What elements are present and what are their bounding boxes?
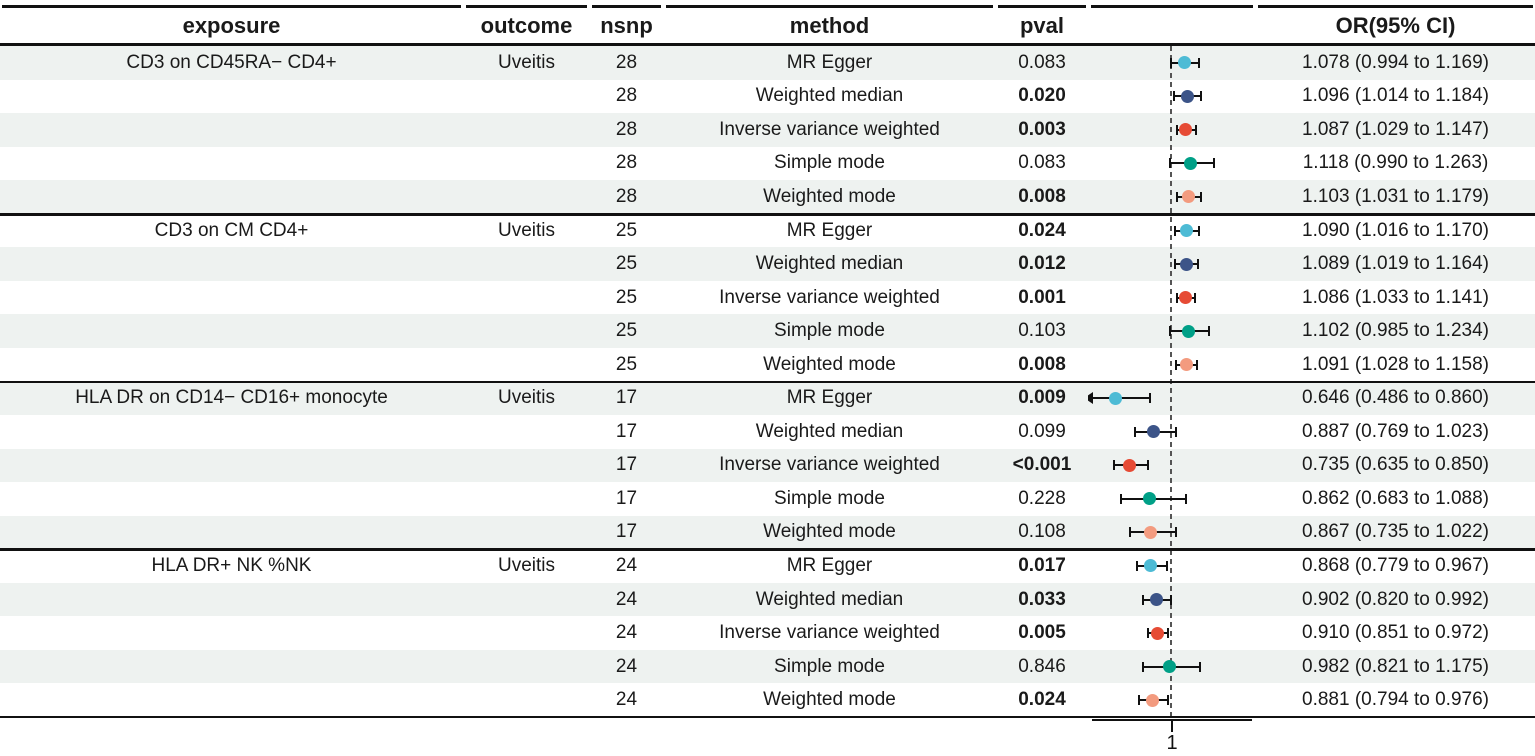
ci-cap-low — [1142, 662, 1144, 672]
ci-plot-cell — [1088, 80, 1256, 114]
nsnp-cell: 28 — [615, 185, 638, 207]
pval-cell: 0.024 — [1018, 219, 1066, 241]
ci-cap-low — [1176, 125, 1178, 135]
ci-plot-cell — [1088, 113, 1256, 147]
or-ci-cell: 1.087 (1.029 to 1.147) — [1302, 118, 1489, 140]
or-ci-cell: 0.881 (0.794 to 0.976) — [1302, 689, 1489, 711]
bottom-rule — [0, 716, 1535, 718]
ci-plot-cell — [1088, 247, 1256, 281]
ci-cap-low — [1174, 259, 1176, 269]
or-point-marker — [1123, 459, 1136, 472]
pval-cell: 0.083 — [1018, 152, 1066, 174]
ci-cap-high — [1194, 293, 1196, 303]
or-point-marker — [1150, 593, 1163, 606]
or-ci-cell: 1.096 (1.014 to 1.184) — [1302, 85, 1489, 107]
pval-cell: 0.008 — [1018, 185, 1066, 207]
ci-cap-high — [1199, 662, 1201, 672]
ci-cap-low — [1113, 460, 1115, 470]
ci-cap-low — [1169, 158, 1171, 168]
method-cell: Weighted mode — [763, 689, 896, 711]
ci-plot-cell — [1088, 482, 1256, 516]
nsnp-cell: 17 — [615, 454, 638, 476]
pval-cell: 0.108 — [1018, 521, 1066, 543]
method-cell: Weighted mode — [763, 185, 896, 207]
nsnp-cell: 28 — [615, 85, 638, 107]
or-point-marker — [1109, 392, 1122, 405]
table-row — [0, 348, 1535, 382]
or-point-marker — [1178, 56, 1191, 69]
ci-plot-cell — [1088, 683, 1256, 717]
ci-plot-cell — [1088, 516, 1256, 550]
ci-cap-low — [1169, 326, 1171, 336]
nsnp-cell: 24 — [615, 588, 638, 610]
outcome-cell: Uveitis — [497, 554, 555, 576]
ci-plot-cell — [1088, 180, 1256, 214]
ci-cap-high — [1185, 494, 1187, 504]
or-ci-cell: 0.867 (0.735 to 1.022) — [1302, 521, 1489, 543]
or-ci-cell: 0.982 (0.821 to 1.175) — [1302, 655, 1489, 677]
ci-cap-low — [1176, 293, 1178, 303]
or-ci-cell: 1.089 (1.019 to 1.164) — [1302, 253, 1489, 275]
or-point-marker — [1182, 325, 1195, 338]
or-point-marker — [1180, 258, 1193, 271]
ci-cap-low — [1129, 527, 1131, 537]
table-row — [0, 247, 1535, 281]
ci-plot-cell — [1088, 449, 1256, 483]
ci-plot-cell — [1088, 381, 1256, 415]
group-separator-3 — [0, 548, 1535, 551]
ci-cap-low — [1170, 58, 1172, 68]
ci-cap-high — [1197, 259, 1199, 269]
ci-cap-high — [1200, 192, 1202, 202]
nsnp-cell: 25 — [615, 219, 638, 241]
table-row — [0, 449, 1535, 483]
ci-clip-arrow-icon — [1088, 392, 1093, 404]
or-point-marker — [1181, 90, 1194, 103]
table-header — [0, 8, 1535, 46]
or-point-marker — [1147, 425, 1160, 438]
nsnp-cell: 24 — [615, 689, 638, 711]
ci-plot-cell — [1088, 348, 1256, 382]
ci-plot-cell — [1088, 650, 1256, 684]
method-cell: Weighted median — [755, 420, 904, 442]
or-point-marker — [1163, 660, 1176, 673]
method-cell: Simple mode — [774, 152, 885, 174]
pval-cell: 0.005 — [1018, 622, 1066, 644]
or-point-marker — [1151, 627, 1164, 640]
or-point-marker — [1184, 157, 1197, 170]
ci-cap-high — [1195, 125, 1197, 135]
or-ci-cell: 1.103 (1.031 to 1.179) — [1302, 185, 1489, 207]
pval-cell: 0.103 — [1018, 320, 1066, 342]
ci-cap-high — [1196, 360, 1198, 370]
outcome-cell: Uveitis — [497, 219, 555, 241]
ci-cap-high — [1170, 595, 1172, 605]
exposure-cell: HLA DR+ NK %NK — [151, 554, 312, 576]
pval-cell: 0.099 — [1018, 420, 1066, 442]
table-row — [0, 583, 1535, 617]
ci-plot-cell — [1088, 549, 1256, 583]
ci-cap-high — [1147, 460, 1149, 470]
nsnp-cell: 24 — [615, 622, 638, 644]
method-cell: Weighted median — [755, 253, 904, 275]
ci-cap-high — [1149, 393, 1151, 403]
pval-cell: 0.001 — [1018, 286, 1066, 308]
ci-cap-low — [1134, 427, 1136, 437]
exposure-cell: CD3 on CM CD4+ — [154, 219, 309, 241]
or-point-marker — [1182, 190, 1195, 203]
method-cell: MR Egger — [786, 387, 873, 409]
or-ci-cell: 1.102 (0.985 to 1.234) — [1302, 320, 1489, 342]
ci-cap-low — [1120, 494, 1122, 504]
nsnp-cell: 17 — [615, 387, 638, 409]
x-axis-tick — [1171, 721, 1173, 732]
ci-cap-high — [1175, 427, 1177, 437]
table-row — [0, 80, 1535, 114]
ci-cap-high — [1198, 58, 1200, 68]
nsnp-cell: 24 — [615, 554, 638, 576]
header-plot-spacer — [1088, 8, 1256, 43]
nsnp-cell: 24 — [615, 655, 638, 677]
ci-cap-high — [1213, 158, 1215, 168]
ci-cap-low — [1174, 226, 1176, 236]
or-point-marker — [1144, 559, 1157, 572]
outcome-cell: Uveitis — [497, 387, 555, 409]
or-ci-cell: 0.646 (0.486 to 0.860) — [1302, 387, 1489, 409]
or-ci-cell: 1.086 (1.033 to 1.141) — [1302, 286, 1489, 308]
group-separator-2 — [0, 381, 1535, 384]
outcome-cell: Uveitis — [497, 51, 555, 73]
nsnp-cell: 17 — [615, 487, 638, 509]
pval-cell: 0.009 — [1018, 387, 1066, 409]
pval-cell: 0.024 — [1018, 689, 1066, 711]
pval-cell: 0.033 — [1018, 588, 1066, 610]
or-point-marker — [1144, 526, 1157, 539]
exposure-cell: CD3 on CD45RA− CD4+ — [126, 51, 337, 73]
method-cell: MR Egger — [786, 219, 873, 241]
ci-cap-low — [1138, 695, 1140, 705]
or-point-marker — [1179, 291, 1192, 304]
method-cell: Inverse variance weighted — [719, 622, 940, 644]
table-row — [0, 180, 1535, 214]
table-row — [0, 46, 1535, 80]
nsnp-cell: 28 — [615, 51, 638, 73]
table-row — [0, 650, 1535, 684]
pval-cell: 0.846 — [1018, 655, 1066, 677]
ci-cap-high — [1167, 628, 1169, 638]
pval-cell: <0.001 — [1012, 454, 1072, 476]
pval-cell: 0.228 — [1018, 487, 1066, 509]
method-cell: MR Egger — [786, 51, 873, 73]
ci-cap-high — [1166, 561, 1168, 571]
or-ci-cell: 1.078 (0.994 to 1.169) — [1302, 51, 1489, 73]
ci-cap-high — [1167, 695, 1169, 705]
method-cell: Weighted mode — [763, 353, 896, 375]
exposure-cell: HLA DR on CD14− CD16+ monocyte — [75, 387, 388, 409]
x-axis-tick-label: 1 — [1166, 732, 1178, 754]
method-cell: Inverse variance weighted — [719, 454, 940, 476]
table-row — [0, 281, 1535, 315]
or-ci-cell: 1.090 (1.016 to 1.170) — [1302, 219, 1489, 241]
nsnp-cell: 17 — [615, 420, 638, 442]
table-row — [0, 415, 1535, 449]
method-cell: Weighted median — [755, 85, 904, 107]
header-method: method — [789, 12, 870, 38]
pval-cell: 0.003 — [1018, 118, 1066, 140]
table-row — [0, 683, 1535, 717]
nsnp-cell: 25 — [615, 253, 638, 275]
ci-plot-cell — [1088, 583, 1256, 617]
table-row — [0, 549, 1535, 583]
nsnp-cell: 25 — [615, 353, 638, 375]
ci-plot-cell — [1088, 214, 1256, 248]
or-ci-cell: 0.735 (0.635 to 0.850) — [1302, 454, 1489, 476]
ci-cap-low — [1147, 628, 1149, 638]
or-point-marker — [1179, 123, 1192, 136]
nsnp-cell: 25 — [615, 286, 638, 308]
or-point-marker — [1143, 492, 1156, 505]
nsnp-cell: 25 — [615, 320, 638, 342]
nsnp-cell: 28 — [615, 152, 638, 174]
method-cell: Inverse variance weighted — [719, 118, 940, 140]
pval-cell: 0.012 — [1018, 253, 1066, 275]
ci-plot-cell — [1088, 147, 1256, 181]
ci-plot-cell — [1088, 281, 1256, 315]
pval-cell: 0.008 — [1018, 353, 1066, 375]
or-point-marker — [1180, 358, 1193, 371]
group-separator-1 — [0, 213, 1535, 216]
nsnp-cell: 28 — [615, 118, 638, 140]
header-nsnp: nsnp — [600, 12, 653, 38]
ci-cap-low — [1175, 360, 1177, 370]
header-or-ci: OR(95% CI) — [1335, 12, 1456, 38]
or-ci-cell: 0.902 (0.820 to 0.992) — [1302, 588, 1489, 610]
pval-cell: 0.020 — [1018, 85, 1066, 107]
pval-cell: 0.083 — [1018, 51, 1066, 73]
ci-cap-low — [1176, 192, 1178, 202]
table-row — [0, 147, 1535, 181]
table-row — [0, 381, 1535, 415]
table-row — [0, 214, 1535, 248]
or-ci-cell: 0.862 (0.683 to 1.088) — [1302, 487, 1489, 509]
ci-plot-cell — [1088, 415, 1256, 449]
header-exposure: exposure — [182, 12, 281, 38]
ci-cap-high — [1175, 527, 1177, 537]
ci-cap-low — [1142, 595, 1144, 605]
table-row — [0, 314, 1535, 348]
table-row — [0, 516, 1535, 550]
method-cell: Weighted median — [755, 588, 904, 610]
method-cell: Simple mode — [774, 655, 885, 677]
method-cell: Simple mode — [774, 487, 885, 509]
or-ci-cell: 1.118 (0.990 to 1.263) — [1302, 152, 1489, 174]
method-cell: MR Egger — [786, 554, 873, 576]
method-cell: Inverse variance weighted — [719, 286, 940, 308]
or-point-marker — [1180, 224, 1193, 237]
ci-cap-high — [1200, 91, 1202, 101]
ci-cap-low — [1136, 561, 1138, 571]
ci-plot-cell — [1088, 46, 1256, 80]
ci-cap-high — [1198, 226, 1200, 236]
ci-cap-low — [1173, 91, 1175, 101]
ci-cap-high — [1208, 326, 1210, 336]
pval-cell: 0.017 — [1018, 554, 1066, 576]
method-cell: Weighted mode — [763, 521, 896, 543]
header-outcome: outcome — [480, 12, 573, 38]
method-cell: Simple mode — [774, 320, 885, 342]
or-ci-cell: 0.887 (0.769 to 1.023) — [1302, 420, 1489, 442]
table-row — [0, 482, 1535, 516]
or-ci-cell: 1.091 (1.028 to 1.158) — [1302, 353, 1489, 375]
or-ci-cell: 0.910 (0.851 to 0.972) — [1302, 622, 1489, 644]
table-row — [0, 616, 1535, 650]
table-row — [0, 113, 1535, 147]
header-pval: pval — [1019, 12, 1065, 38]
or-ci-cell: 0.868 (0.779 to 0.967) — [1302, 554, 1489, 576]
ci-plot-cell — [1088, 314, 1256, 348]
ci-plot-cell — [1088, 616, 1256, 650]
or-point-marker — [1146, 694, 1159, 707]
nsnp-cell: 17 — [615, 521, 638, 543]
